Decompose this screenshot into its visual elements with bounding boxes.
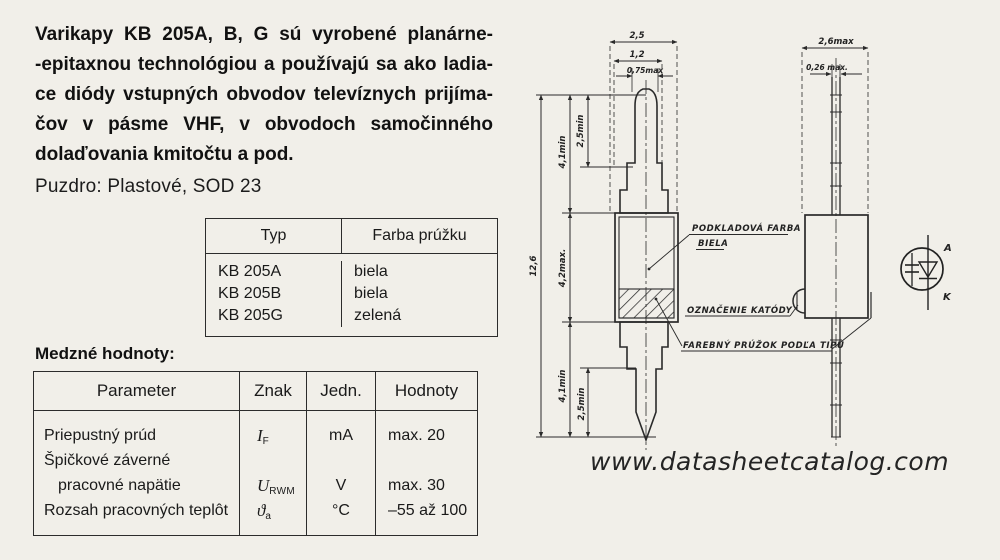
dim-label-width-mid: 1,2 [629, 50, 645, 60]
leader-line [649, 235, 689, 269]
cathode-label: K [943, 292, 951, 303]
color-cell: zelená [354, 307, 402, 324]
color-code-table-header [206, 219, 497, 254]
varicap-symbol [901, 235, 943, 310]
type-cell: KB 205B [206, 283, 342, 305]
limits-heading: Medzné hodnoty: [35, 344, 175, 363]
package-outline-drawing [510, 0, 1000, 490]
color-cell: biela [354, 263, 388, 280]
column-header-typ: Typ [206, 219, 342, 253]
paragraph-line: Varikapy KB 205A, B, G sú vyrobené planárne- [35, 24, 493, 45]
symbol-cell [240, 423, 306, 448]
color-code-table [205, 218, 498, 337]
symbol-cell [240, 498, 306, 523]
dim-label-side-lead: 0,26 max. [806, 63, 848, 72]
base-color-label-line1: PODKLADOVÁ FARBA [692, 224, 802, 234]
value-column [376, 411, 477, 535]
symbol-main: I [257, 426, 263, 445]
dim-label-side-width: 2,6max [818, 37, 854, 47]
symbol-cell [240, 473, 306, 498]
dim-label-width-lead: 0,75max [626, 66, 664, 75]
table-row [206, 283, 497, 305]
base-color-label-line2: BIELA [698, 239, 729, 249]
color-cell: biela [354, 285, 388, 302]
column-header-jedn: Jedn. [307, 372, 376, 410]
unit-cell: °C [332, 502, 350, 519]
value-cell: –55 až 100 [388, 502, 468, 519]
paragraph-line: čov v pásme VHF, v obvodoch samočinného [35, 114, 493, 135]
description-paragraph [35, 20, 493, 170]
unit-column [307, 411, 376, 535]
watermark: www.datasheetcatalog.com [590, 447, 950, 476]
bottom-lead-outline [620, 322, 668, 440]
body-outline [805, 215, 868, 318]
dim-label-bottom-lead: 4,1min [558, 369, 568, 403]
symbol-main: U [257, 476, 270, 495]
column-header-parameter: Parameter [34, 372, 240, 410]
color-code-table-body [206, 254, 497, 336]
limits-table-header [34, 372, 477, 411]
value-cell: max. 20 [388, 427, 445, 444]
symbol-column [240, 411, 307, 535]
symbol-sub: RWM [269, 486, 295, 497]
type-cell: KB 205A [206, 261, 342, 283]
dim-label-total: 12,6 [529, 255, 539, 277]
column-header-farba: Farba prúžku [372, 227, 467, 244]
callouts [648, 235, 871, 352]
cathode-mark-label: OZNAČENIE KATÓDY [687, 306, 793, 316]
dim-label-body: 4,2max. [558, 248, 568, 288]
unit-cell: mA [329, 427, 353, 444]
type-cell: KB 205G [206, 305, 342, 327]
parameter-cell: Špičkové záverné [44, 452, 171, 469]
table-row [206, 305, 497, 327]
value-cell [376, 448, 477, 473]
value-cell: max. 30 [388, 477, 445, 494]
top-lead-outline [620, 89, 668, 213]
symbol-sub: a [265, 511, 272, 522]
column-header-znak: Znak [240, 372, 307, 410]
symbol-main: ϑ [257, 501, 266, 520]
dim-label-width-outer: 2,5 [629, 31, 645, 41]
dim-label-bottom-tip: 2,5min [577, 387, 587, 421]
parameter-cell: Priepustný prúd [44, 427, 157, 444]
leader-dot [648, 268, 651, 271]
side-view [793, 48, 871, 448]
column-header-hodnoty: Hodnoty [394, 381, 459, 400]
unit-cell [307, 448, 375, 473]
limits-table-body [34, 411, 477, 535]
symbol-sub: F [262, 436, 270, 447]
unit-cell: V [335, 477, 347, 494]
parameter-cell: Rozsah pracovných teplôt [44, 502, 229, 519]
leader-dot [655, 298, 658, 301]
dim-label-top-tip: 2,5min [576, 114, 586, 148]
table-row [206, 261, 497, 283]
paragraph-line: ce diódy vstupných obvodov televíznych prijíma- [35, 84, 493, 105]
package-line: Puzdro: Plastové, SOD 23 [35, 176, 262, 197]
color-stripe-hatch [619, 289, 674, 318]
color-stripe-label: FAREBNÝ PRÚŽOK PODĽA TIPU [683, 341, 845, 351]
limits-table [33, 371, 478, 536]
symbol-circle [901, 248, 943, 290]
paragraph-line: -epitaxnou technológiou a používajú sa ako ladia- [35, 54, 493, 75]
paragraph-line: dolaďovania kmitočtu a pod. [35, 144, 294, 165]
parameter-column [34, 411, 240, 535]
anode-label: A [944, 243, 952, 254]
dim-label-top-lead: 4,1min [558, 135, 568, 169]
parameter-cell: pracovné napätie [58, 477, 181, 494]
symbol-cell [240, 448, 306, 473]
